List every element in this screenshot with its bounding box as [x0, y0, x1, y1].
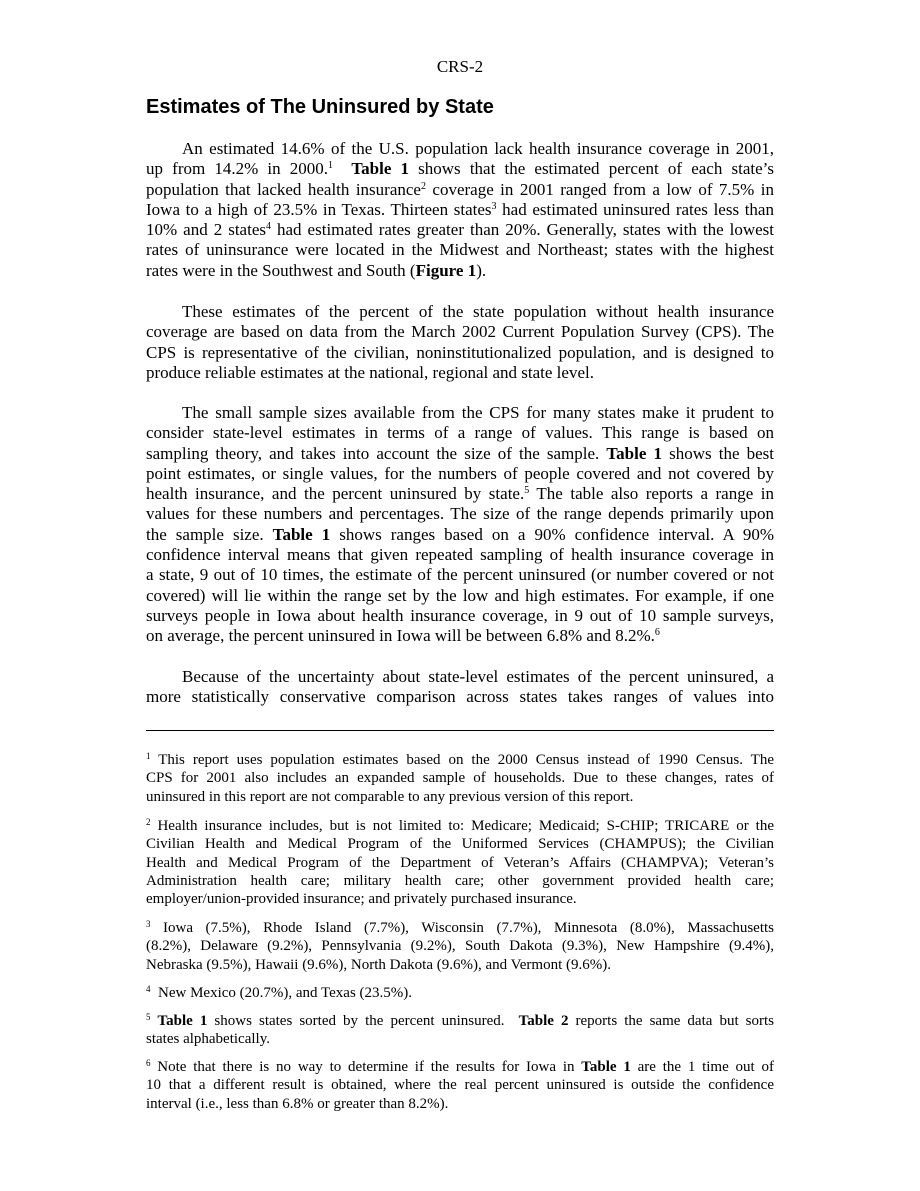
text-line [146, 626, 774, 646]
table-reference: Table 1 [606, 443, 662, 463]
text-line [146, 937, 774, 955]
footnote-ref: 3 [491, 200, 497, 212]
text-run: produce reliable estimates at the national, regional and state level. [146, 362, 594, 382]
text-line [146, 423, 774, 443]
table-reference: Table 1 [272, 524, 331, 544]
text-line [146, 261, 774, 281]
table-reference: Table 2 [518, 1013, 569, 1029]
body-paragraph [146, 139, 774, 281]
footnote-separator [146, 730, 774, 731]
footnote [146, 1012, 774, 1049]
text-line [146, 1012, 774, 1030]
body-paragraph [146, 403, 774, 647]
text-run: a state, 9 out of 10 times, the estimate of the percent uninsured (or number covered or not [146, 565, 774, 585]
text-line [146, 890, 774, 908]
text-run: on average, the percent uninsured in Iowa will be between 6.8% and 8.2%. [146, 626, 655, 646]
footnote-marker: 1 [146, 751, 151, 761]
text-run: states alphabetically. [146, 1031, 270, 1048]
text-line [146, 484, 774, 504]
footnote-ref: 6 [654, 627, 660, 639]
footnote-ref: 4 [266, 221, 271, 233]
footnote-ref: 5 [524, 485, 530, 497]
text-run: covered) will lie within the range set by the low and high estimates. For example, if one [146, 585, 774, 605]
table-reference: Table 1 [581, 1059, 631, 1075]
figure-reference: Figure 1 [415, 260, 477, 280]
text-run: coverage are based on data from the March 2002 Current Population Survey (CPS). The [146, 322, 774, 342]
text-run [333, 159, 351, 178]
text-line [146, 139, 774, 159]
text-run: reports the same data but sorts [568, 1013, 775, 1029]
text-line [146, 835, 774, 853]
text-line [146, 956, 774, 974]
text-line [146, 322, 774, 342]
text-line [146, 606, 774, 626]
text-run: coverage in 2001 ranged from a low of 7.5% in [425, 179, 774, 199]
text-line [146, 984, 774, 1002]
text-run: (8.2%), Delaware (9.2%), Pennsylvania (9.2%), South Dakota (9.3%), New Hampshire (9.4%), [146, 938, 774, 955]
body-paragraph [146, 667, 774, 708]
footnote [146, 984, 774, 1002]
text-line [146, 220, 774, 240]
footnote [146, 751, 774, 806]
text-line [146, 525, 774, 545]
text-run: CPS is representative of the civilian, noninstitutionalized population, and is designed to [146, 342, 774, 362]
text-line [146, 788, 774, 806]
text-run: The table also reports a range in [529, 484, 774, 504]
text-run: values for these numbers and percentages. The size of the range depends primarily upon [146, 504, 774, 524]
text-run: up from 14.2% in 2000. [146, 159, 329, 179]
text-run: ). [476, 260, 487, 280]
footnote [146, 1058, 774, 1113]
text-line [146, 769, 774, 787]
text-run: This report uses population estimates based on the 2000 Census instead of 1990 Census. The [150, 752, 774, 768]
text-run: Civilian Health and Medical Program of the Uniformed Services (CHAMPUS); the Civilian [146, 836, 774, 853]
text-line [146, 565, 774, 585]
text-run: rates were in the Southwest and South ( [146, 260, 416, 280]
text-run: more statistically conservative comparison across states takes ranges of values into [146, 687, 774, 707]
text-run: Health and Medical Program of the Department of Veteran’s Affairs (CHAMPVA); Veteran’s [146, 854, 774, 871]
text-line [146, 1030, 774, 1048]
footnote-marker: 5 [146, 1012, 151, 1022]
text-run: Iowa (7.5%), Rhode Island (7.7%), Wisconsin (7.7%), Minnesota (8.0%), Massachusetts [150, 920, 774, 936]
text-run: Health insurance includes, but is not limited to: Medicare; Medicaid; S-CHIP; TRICARE or the [150, 818, 774, 834]
text-line [146, 872, 774, 890]
text-line [146, 1076, 774, 1094]
footnote-ref: 2 [420, 180, 426, 192]
text-line [146, 200, 774, 220]
text-run: 10 that a different result is obtained, where the real percent uninsured is outside the confidence [146, 1077, 774, 1094]
text-line [146, 444, 774, 464]
text-run: shows that the estimated percent of each state’s [409, 159, 774, 179]
text-run: These estimates of the percent of the state population without health insurance [182, 302, 774, 321]
text-line [146, 817, 774, 835]
text-run: consider state-level estimates in terms of a range of values. This range is based on [146, 423, 774, 443]
text-run: CPS for 2001 also includes an expanded sample of households. Due to these changes, rates of [146, 770, 774, 787]
text-run: employer/union-provided insurance; and privately purchased insurance. [146, 891, 577, 908]
text-run: interval (i.e., less than 6.8% or greater than 8.2%). [146, 1095, 449, 1112]
text-line [146, 667, 774, 687]
text-line [146, 302, 774, 322]
footnote-marker: 4 [146, 984, 151, 994]
footnote-marker: 2 [146, 817, 151, 827]
text-run: health insurance, and the percent uninsured by state. [146, 484, 525, 504]
text-run: population that lacked health insurance [146, 179, 421, 199]
text-run [151, 1013, 158, 1029]
text-run: Iowa to a high of 23.5% in Texas. Thirteen states [146, 199, 492, 219]
text-run: had estimated rates greater than 20%. Generally, states with the lowest [271, 220, 775, 240]
text-run: Note that there is no way to determine if the results for Iowa in [150, 1059, 582, 1075]
text-run: uninsured in this report are not comparable to any previous version of this report. [146, 788, 634, 805]
text-run: shows the best [662, 443, 774, 463]
text-line [146, 403, 774, 423]
text-line [146, 751, 774, 769]
text-run: New Mexico (20.7%), and Texas (23.5%). [150, 985, 413, 1001]
text-run: are the 1 time out of [630, 1059, 774, 1075]
table-reference: Table 1 [157, 1013, 208, 1029]
text-line [146, 545, 774, 565]
text-line [146, 854, 774, 872]
text-line [146, 919, 774, 937]
text-line [146, 687, 774, 707]
text-run: shows ranges based on a 90% confidence interval. A 90% [330, 524, 774, 544]
section-heading: Estimates of The Uninsured by State [146, 96, 494, 118]
text-run: 10% and 2 states [146, 220, 266, 240]
text-line [146, 363, 774, 383]
text-line [146, 586, 774, 606]
text-run: An estimated 14.6% of the U.S. population lack health insurance coverage in 2001, [182, 139, 774, 158]
text-line [146, 464, 774, 484]
text-run: rates of uninsurance were located in the Midwest and Northeast; states with the highest [146, 240, 774, 260]
text-line [146, 240, 774, 260]
text-run: shows states sorted by the percent uninsured. [207, 1013, 519, 1029]
footnote-ref: 1 [328, 160, 334, 172]
text-run: Because of the uncertainty about state-level estimates of the percent uninsured, a [182, 667, 774, 686]
text-line [146, 180, 774, 200]
text-line [146, 159, 774, 179]
text-run: point estimates, or single values, for the numbers of people covered and not covered by [146, 463, 774, 483]
footnote [146, 919, 774, 974]
text-run: surveys people in Iowa about health insurance coverage, in 9 out of 10 sample surveys, [146, 605, 774, 625]
text-line [146, 504, 774, 524]
text-run: the sample size. [146, 524, 273, 544]
footnote-marker: 3 [146, 919, 151, 929]
text-run: The small sample sizes available from the CPS for many states make it prudent to [182, 403, 774, 422]
table-reference: Table 1 [351, 159, 410, 179]
text-run: confidence interval means that given repeated sampling of health insurance coverage in [146, 545, 774, 565]
text-run: had estimated uninsured rates less than [496, 199, 774, 219]
text-run: Nebraska (9.5%), Hawaii (9.6%), North Dakota (9.6%), and Vermont (9.6%). [146, 956, 611, 973]
text-run: Administration health care; military health care; other government provided health care; [146, 872, 774, 889]
text-run: sampling theory, and takes into account the size of the sample. [146, 443, 607, 463]
text-line [146, 1058, 774, 1076]
footnote-marker: 6 [146, 1058, 151, 1068]
text-line [146, 343, 774, 363]
text-line [146, 1095, 774, 1113]
body-paragraph [146, 302, 774, 383]
footnote [146, 817, 774, 908]
page-number: CRS-2 [436, 57, 484, 76]
